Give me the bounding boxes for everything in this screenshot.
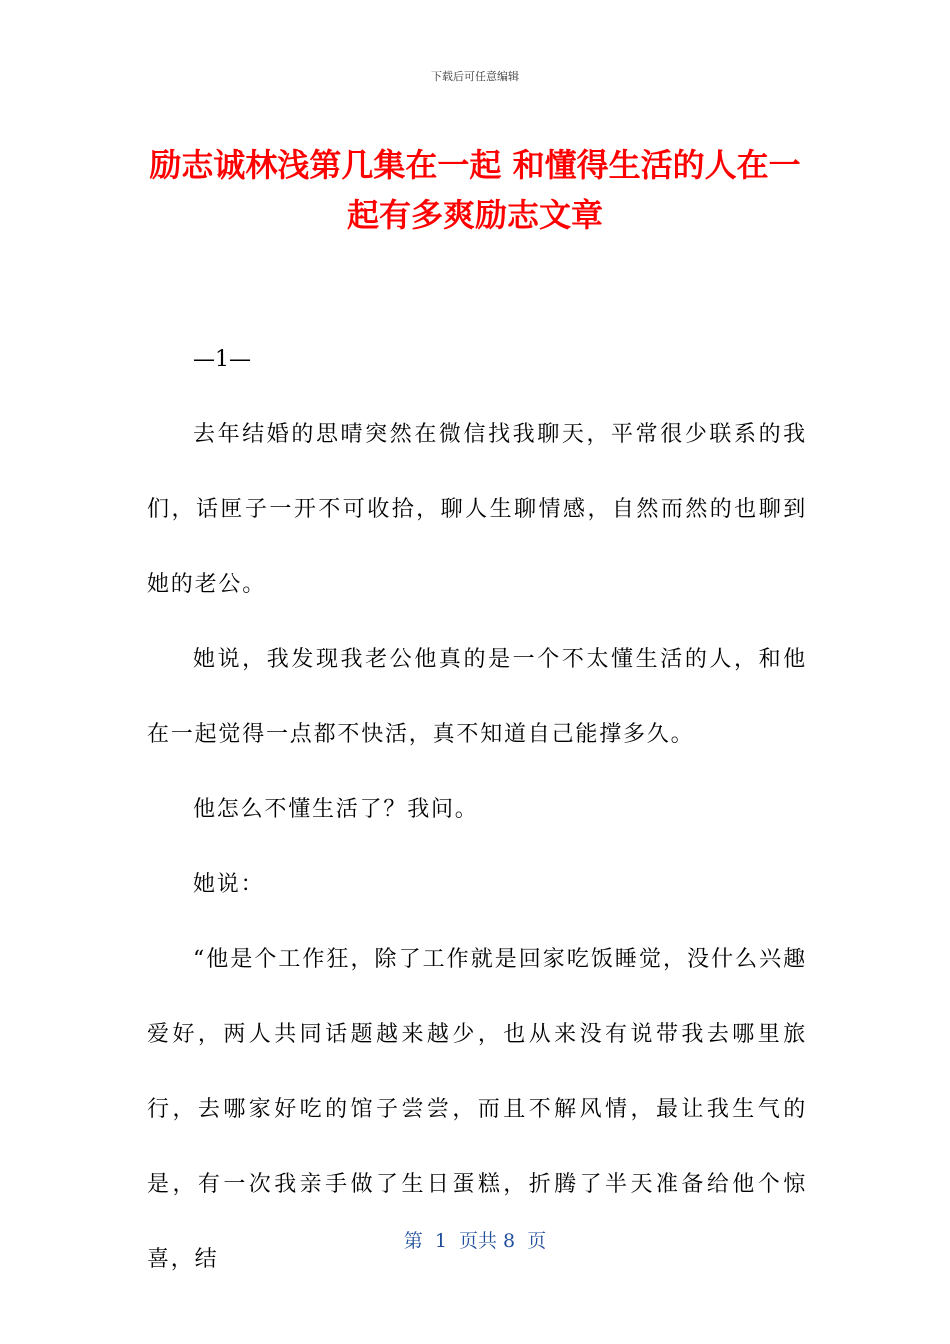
page-number-footer: 第 1 页共 8 页 (403, 1230, 547, 1252)
paragraph: 去年结婚的思晴突然在微信找我聊天，平常很少联系的我们，话匣子一开不可收拾，聊人生聊情感，自然而然的也聊到她的老公。 (147, 422, 807, 597)
document-title: 励志诚林浅第几集在一起 和懂得生活的人在一起有多爽励志文章 (149, 146, 801, 234)
header-note: 下载后可任意编辑 (431, 70, 519, 83)
paragraph: 她说，我发现我老公他真的是一个不太懂生活的人，和他在一起觉得一点都不快活，真不知道自己能撑多久。 (147, 647, 807, 747)
document-body (147, 322, 807, 1297)
paragraph: 她说： (193, 872, 265, 897)
section-mark: —1— (193, 347, 251, 372)
paragraph: “他是个工作狂，除了工作就是回家吃饭睡觉，没什么兴趣爱好，两人共同话题越来越少，也从来没有说带我去哪里旅行，去哪家好吃的馆子尝尝，而且不解风情，最让我生气的是，有一次我亲手做了生日蛋糕，折腾了半天准备给他个惊喜，结 (147, 947, 807, 1272)
paragraph: 他怎么不懂生活了？我问。 (193, 797, 479, 822)
